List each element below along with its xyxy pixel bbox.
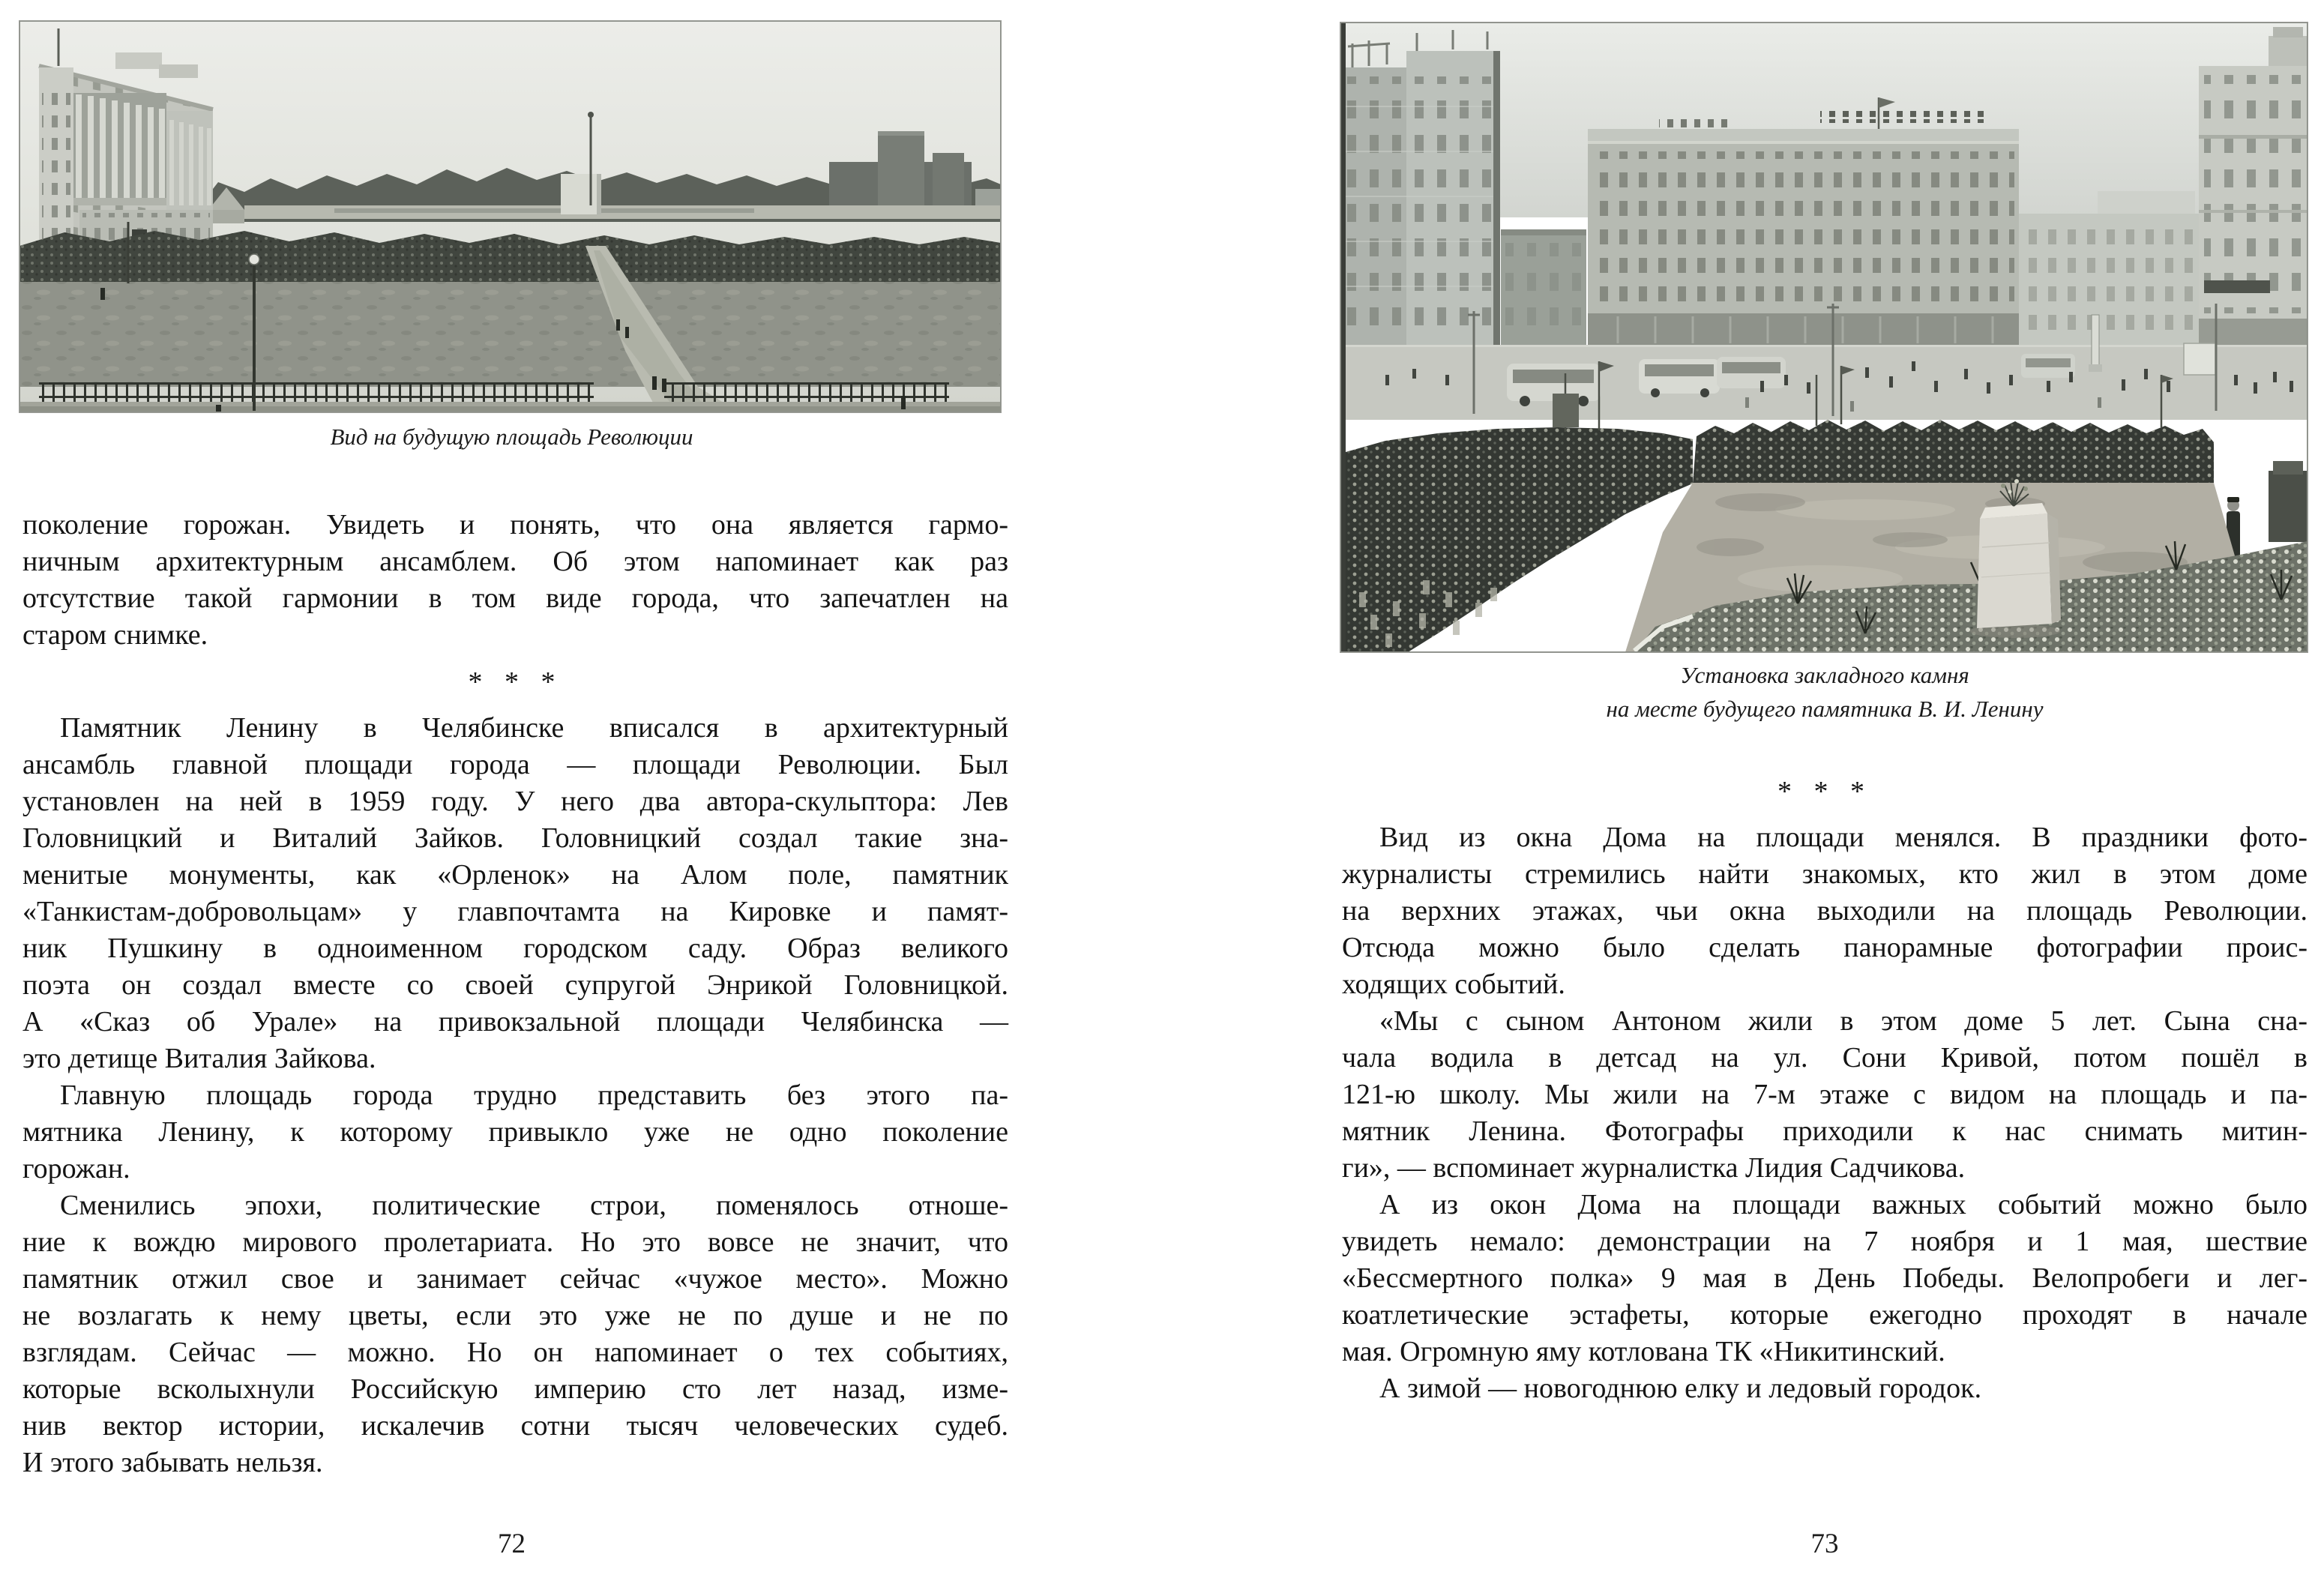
text-line: памятник отжил свое и занимает сейчас «чужое место». Можно — [22, 1263, 1008, 1295]
text-line: Головницкий и Виталий Зайков. Головницкий создал такие зна- — [22, 822, 1008, 854]
text-line: «Танкистам-добровольцам» у главпочтамта на Кировке и памят- — [22, 896, 1008, 927]
text-line: увидеть немало: демонстрации на 7 ноября и 1 мая, шествие — [1342, 1226, 2308, 1257]
text-line: ник Пушкину в одноименном городском саду. Образ великого — [22, 933, 1008, 964]
text-line: старом снимке. — [22, 619, 208, 651]
right-photo-scan-edge — [1340, 22, 1346, 652]
text-line: 121-ю школу. Мы жили на 7-м этаже с видом на площадь и па- — [1342, 1079, 2308, 1110]
text-line: нив вектор истории, искалечив сотни тысяч человеческих судеб. — [22, 1410, 1008, 1442]
text-line: не возлагать к нему цветы, если это уже не по душе и не по — [22, 1300, 1008, 1331]
text-line: менитые монументы, как «Орленок» на Алом поле, памятник — [22, 859, 1008, 891]
text-line: это детище Виталия Зайкова. — [22, 1043, 376, 1074]
paragraph — [22, 1187, 1008, 1481]
left-page-text — [22, 507, 1008, 1481]
text-line: ги», — вспоминает журналистка Лидия Садчикова. — [1342, 1152, 1966, 1184]
text-line: «Бессмертного полка» 9 мая в День Победы. Велопробеги и лег- — [1342, 1262, 2308, 1294]
text-line: журналисты стремились найти знакомых, кто жил в этом доме — [1342, 858, 2308, 890]
text-line: поколение горожан. Увидеть и понять, что она является гармо- — [22, 509, 1008, 540]
text-line: Вид из окна Дома на площади менялся. В праздники фото- — [1379, 822, 2308, 853]
text-line: А из окон Дома на площади важных событий можно было — [1379, 1189, 2308, 1220]
right-photo-caption-line1: Установка закладного камня — [1680, 662, 1969, 688]
text-line: на верхних этажах, чьи окна выходили на площадь Революции. — [1342, 895, 2308, 927]
paragraph — [1342, 1003, 2308, 1187]
right-photo-caption — [1342, 658, 2308, 726]
page-number: 72 — [498, 1529, 526, 1559]
section-separator: * * * — [1777, 776, 1872, 807]
text-line: Отсюда можно было сделать панорамные фотографии проис- — [1342, 932, 2308, 963]
left-photo — [19, 21, 1001, 412]
paragraph — [1342, 1187, 2308, 1370]
text-line: ансамбль главной площади города — площади Революции. Был — [22, 749, 1008, 780]
text-line: отсутствие такой гармонии в том виде города, что запечатлен на — [22, 582, 1008, 614]
text-line: «Мы с сыном Антоном жили в этом доме 5 лет. Сына сна- — [1379, 1005, 2308, 1037]
text-line: А «Сказ об Урале» на привокзальной площади Челябинска — — [22, 1006, 1008, 1038]
text-line: горожан. — [22, 1153, 130, 1184]
text-line: ничным архитектурным ансамблем. Об этом напоминает как раз — [22, 546, 1008, 577]
text-line: Памятник Ленину в Челябинске вписался в архитектурный — [60, 712, 1008, 744]
text-line: поэта он создал вместе со своей супругой Энрикой Головницкой. — [22, 969, 1008, 1001]
text-line: Главную площадь города трудно представить без этого па- — [60, 1079, 1008, 1111]
right-photo — [1340, 22, 2308, 652]
text-line: взглядам. Сейчас — можно. Но он напоминает о тех событиях, — [22, 1337, 1008, 1368]
paragraph — [22, 507, 1008, 654]
right-photo-illustration — [1340, 22, 2308, 652]
paragraph — [22, 710, 1008, 1077]
page-number: 73 — [1810, 1529, 1839, 1559]
section-separator: * * * — [468, 666, 563, 698]
text-line: ние к вождю мирового пролетариата. Но это вовсе не значит, что — [22, 1226, 1008, 1258]
right-page-text — [1342, 772, 2308, 1407]
text-line: установлен на ней в 1959 году. У него два автора-скульптора: Лев — [22, 786, 1008, 817]
paragraph — [1342, 819, 2308, 1003]
text-line: А зимой — новогоднюю елку и ледовый городок. — [1379, 1373, 1982, 1404]
right-photo-caption-line2: на месте будущего памятника В. И. Ленину — [1606, 696, 2044, 722]
text-line: которые всколыхнули Российскую империю сто лет назад, изме- — [22, 1373, 1008, 1405]
text-line: коатлетические эстафеты, которые ежегодно проходят в начале — [1342, 1299, 2308, 1331]
text-line: мятник Ленина. Фотографы приходили к нас снимать митин- — [1342, 1115, 2308, 1147]
left-photo-illustration — [19, 21, 1001, 412]
paragraph — [22, 1077, 1008, 1187]
text-line: И этого забывать нельзя. — [22, 1447, 323, 1478]
text-line: ходящих событий. — [1342, 969, 1565, 1000]
left-photo-caption: Вид на будущую площадь Революции — [330, 424, 693, 450]
text-line: чала водила в детсад на ул. Сони Кривой, потом пошёл в — [1342, 1042, 2308, 1073]
text-line: Сменились эпохи, политические строи, поменялось отноше- — [60, 1190, 1008, 1221]
text-line: мая. Огромную яму котлована ТК «Никитинский. — [1342, 1336, 1945, 1367]
text-line: мятника Ленину, к которому привыкло уже не одно поколение — [22, 1116, 1008, 1148]
paragraph — [1342, 1370, 2308, 1407]
